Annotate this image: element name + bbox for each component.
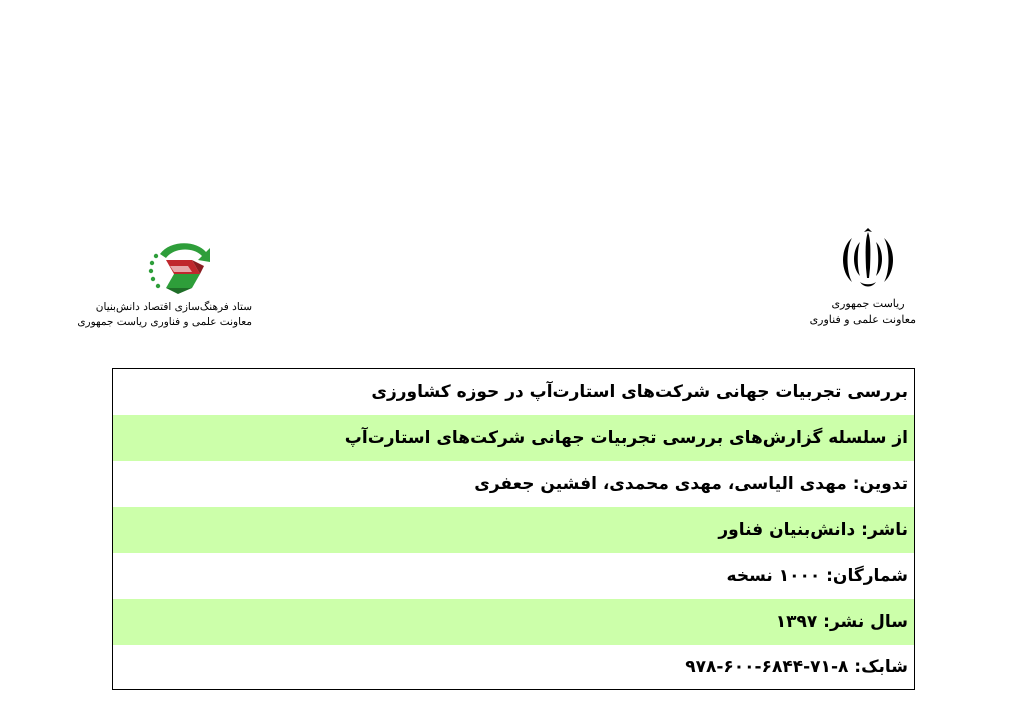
right-logo-line2: معاونت علمی و فناوری [809,313,916,326]
iran-emblem-icon [838,228,898,292]
left-logo-line1: ستاد فرهنگ‌سازی اقتصاد دانش‌بنیان [95,301,252,313]
book-series-row [113,415,914,461]
book-year: سال نشر: ۱۳۹۷ [775,612,908,632]
book-authors: تدوین: مهدی الیاسی، مهدی محمدی، افشین جعفری [474,474,908,494]
book-isbn: شابک: ۸-۷۱-۶۸۴۴-۶۰۰-۹۷۸ [685,657,908,677]
left-logo-line2: معاونت علمی و فناوری ریاست جمهوری [77,316,252,328]
knowledge-economy-logo-icon [144,238,220,298]
book-authors-row [113,461,914,507]
book-info-table [112,368,915,690]
book-title-row [113,369,914,415]
book-circulation: شمارگان: ۱۰۰۰ نسخه [726,566,908,586]
book-title: بررسی تجربیات جهانی شرکت‌های استارت‌آپ در حوزه کشاورزی [371,382,908,402]
knowledge-economy-logo [77,238,252,338]
book-publisher-row [113,507,914,553]
presidency-emblem [809,228,916,340]
book-circulation-row [113,553,914,599]
book-series: از سلسله گزارش‌های بررسی تجربیات جهانی شرکت‌های استارت‌آپ [344,428,908,448]
book-year-row [113,599,914,645]
book-publisher: ناشر: دانش‌بنیان فناور [718,520,908,540]
book-isbn-row [113,645,914,689]
right-logo-line1: ریاست جمهوری [831,297,905,310]
